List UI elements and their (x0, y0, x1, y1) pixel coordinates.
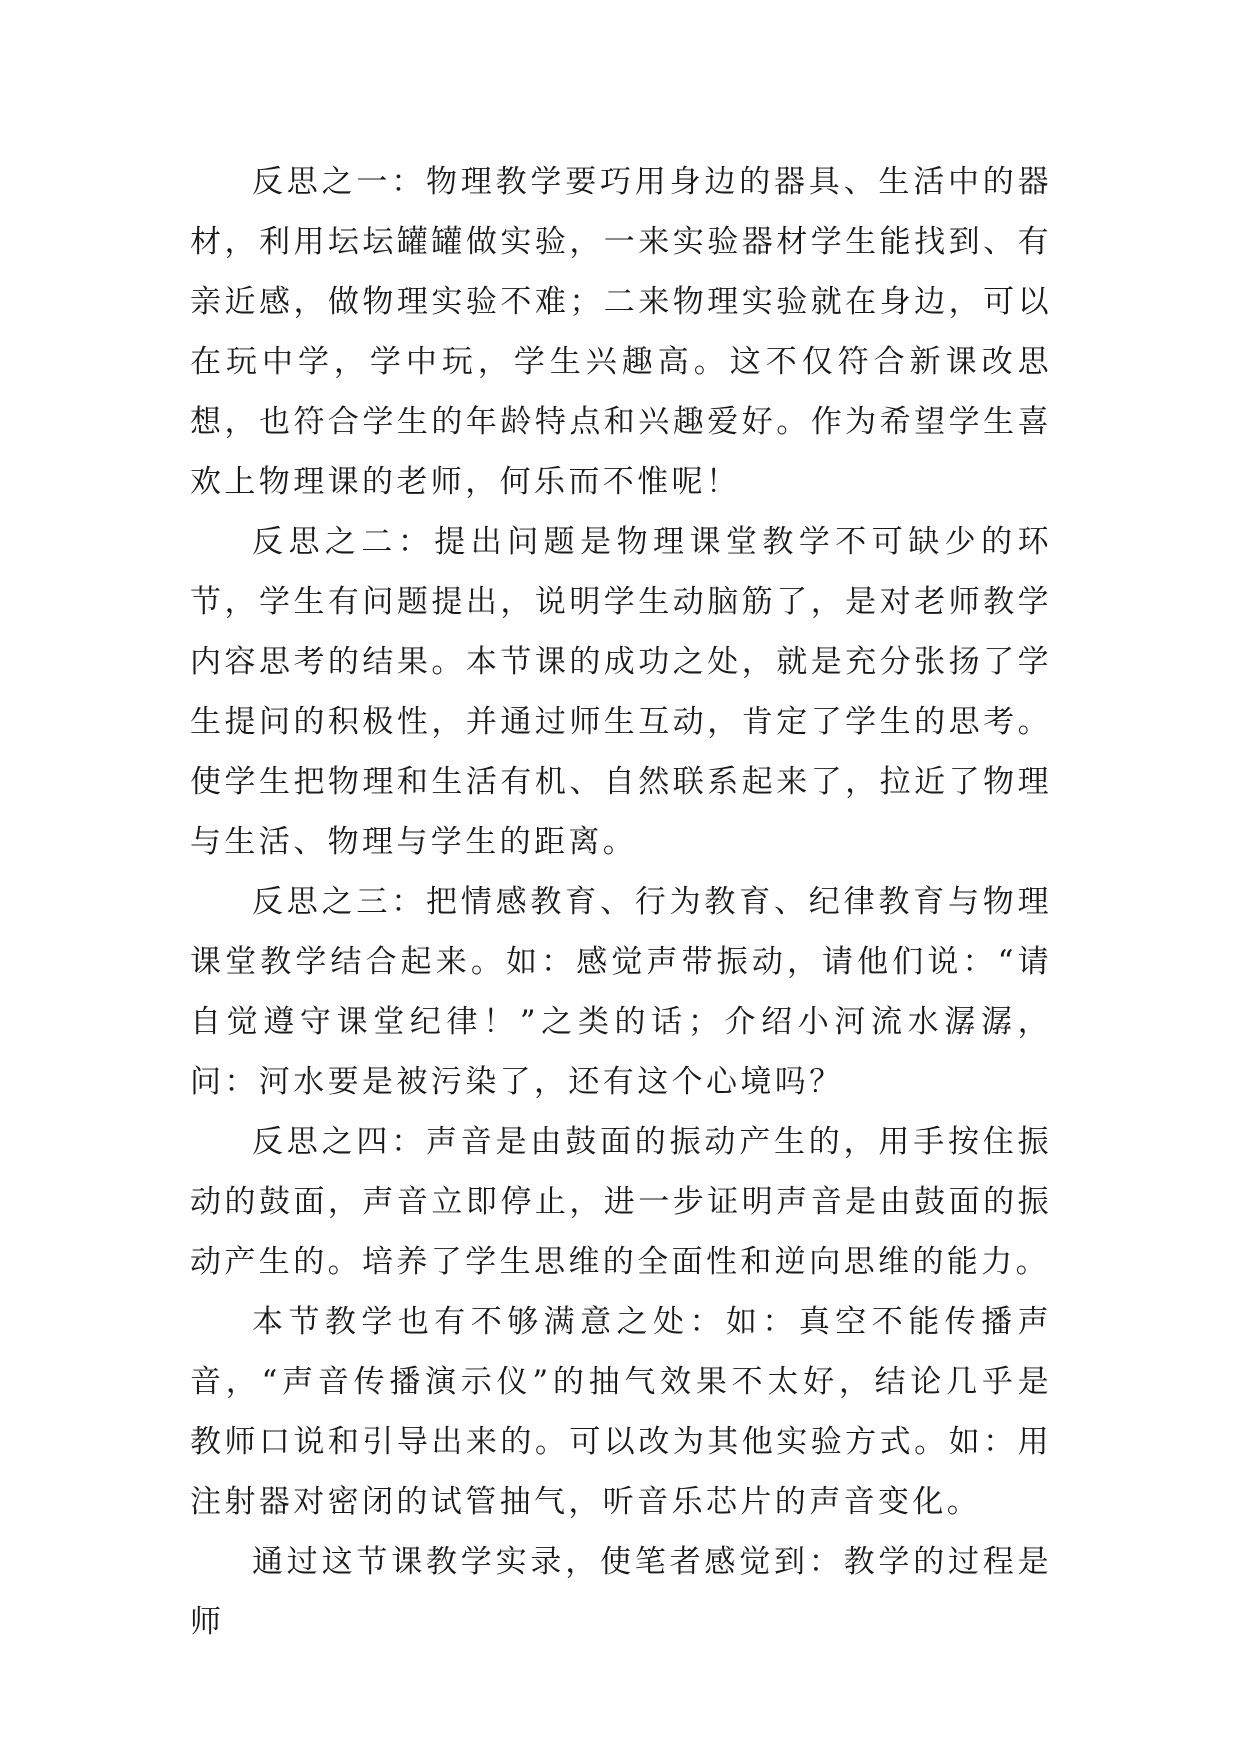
paragraph-reflection-1: 反思之一：物理教学要巧用身边的器具、生活中的器材，利用坛坛罐罐做实验，一来实验器材学生能找到、有亲近感，做物理实验不难；二来物理实验就在身边，可以在玩中学，学中玩，学生兴趣高。这不仅符合新课改思想，也符合学生的年龄特点和兴趣爱好。作为希望学生喜欢上物理课的老师，何乐而不惟呢！ (190, 164, 1052, 500)
document-body (190, 152, 1052, 1652)
paragraph-reflection-2: 反思之二：提出问题是物理课堂教学不可缺少的环节，学生有问题提出，说明学生动脑筋了，是对老师教学内容思考的结果。本节课的成功之处，就是充分张扬了学生提问的积极性，并通过师生互动，肯定了学生的思考。使学生把物理和生活有机、自然联系起来了，拉近了物理与生活、物理与学生的距离。 (190, 524, 1052, 860)
paragraph-shortcomings: 本节教学也有不够满意之处：如：真空不能传播声音，“声音传播演示仪”的抽气效果不太好，结论几乎是教师口说和引导出来的。可以改为其他实验方式。如：用注射器对密闭的试管抽气，听音乐芯片的声音变化。 (190, 1304, 1052, 1520)
paragraph-reflection-4: 反思之四：声音是由鼓面的振动产生的，用手按住振动的鼓面，声音立即停止，进一步证明声音是由鼓面的振动产生的。培养了学生思维的全面性和逆向思维的能力。 (190, 1124, 1052, 1280)
paragraph-reflection-3: 反思之三：把情感教育、行为教育、纪律教育与物理课堂教学结合起来。如：感觉声带振动，请他们说：“请自觉遵守课堂纪律！”之类的话；介绍小河流水潺潺，问：河水要是被污染了，还有这个心境吗？ (190, 884, 1052, 1100)
paragraph-conclusion: 通过这节课教学实录，使笔者感觉到：教学的过程是师 (190, 1544, 1052, 1640)
